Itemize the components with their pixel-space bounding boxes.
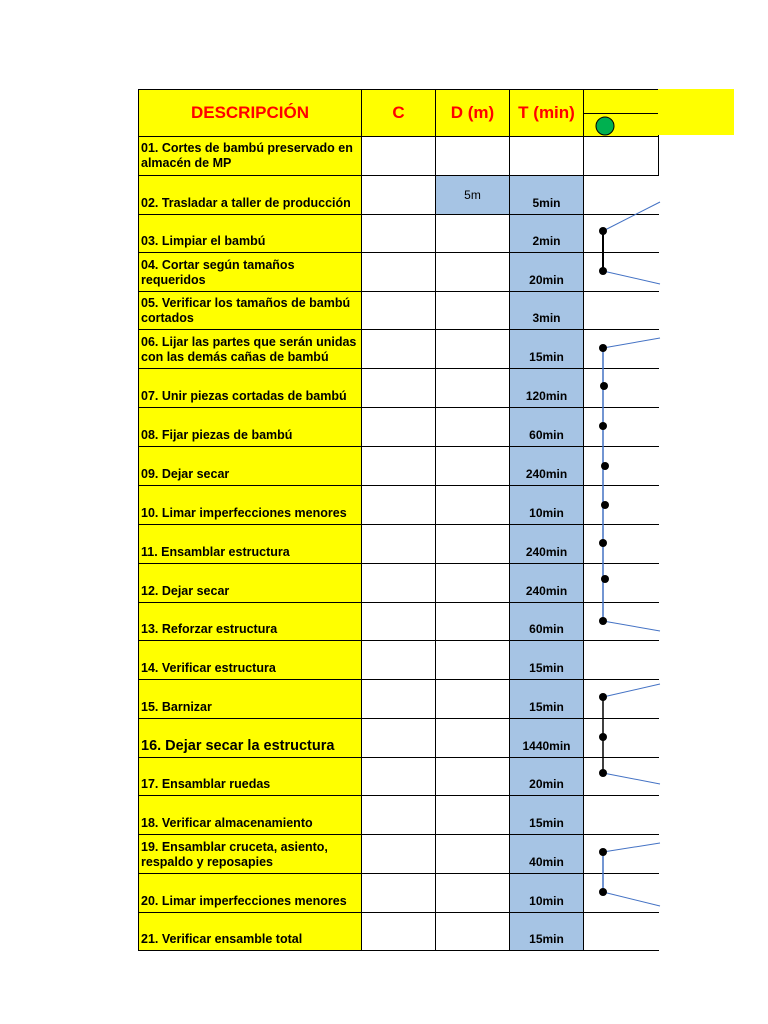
row-distance <box>435 291 510 330</box>
row-time: 2min <box>509 214 584 253</box>
row-time: 15min <box>509 912 584 951</box>
row-distance <box>435 718 510 758</box>
row-description: 15. Barnizar <box>138 679 362 719</box>
row-symbol-cell <box>583 912 659 951</box>
row-distance <box>435 407 510 447</box>
header-t: T (min) <box>509 89 584 137</box>
row-time: 60min <box>509 602 584 641</box>
header-symbol-top <box>583 89 659 114</box>
row-description: 08. Fijar piezas de bambú <box>138 407 362 447</box>
row-symbol-cell <box>583 795 659 835</box>
row-distance <box>435 602 510 641</box>
row-distance <box>435 912 510 951</box>
row-c-cell <box>361 602 436 641</box>
row-c-cell <box>361 485 436 525</box>
row-description: 07. Unir piezas cortadas de bambú <box>138 368 362 408</box>
row-symbol-cell <box>583 136 659 176</box>
row-distance: 5m <box>435 175 510 215</box>
row-description: 20. Limar imperfecciones menores <box>138 873 362 913</box>
row-description: 05. Verificar los tamaños de bambú cortados <box>138 291 362 330</box>
row-distance <box>435 524 510 564</box>
row-distance <box>435 252 510 292</box>
row-c-cell <box>361 563 436 603</box>
header-c: C <box>361 89 436 137</box>
row-c-cell <box>361 368 436 408</box>
row-symbol-cell <box>583 563 659 603</box>
row-c-cell <box>361 640 436 680</box>
row-description: 16. Dejar secar la estructura <box>138 718 362 758</box>
row-distance <box>435 563 510 603</box>
row-description: 09. Dejar secar <box>138 446 362 486</box>
row-time: 240min <box>509 524 584 564</box>
row-c-cell <box>361 291 436 330</box>
header-descripcion: DESCRIPCIÓN <box>138 89 362 137</box>
row-description: 06. Lijar las partes que serán unidas con las demás cañas de bambú <box>138 329 362 369</box>
row-distance <box>435 485 510 525</box>
row-c-cell <box>361 718 436 758</box>
row-time: 15min <box>509 640 584 680</box>
row-distance <box>435 679 510 719</box>
row-c-cell <box>361 912 436 951</box>
row-symbol-cell <box>583 873 659 913</box>
row-symbol-cell <box>583 485 659 525</box>
row-description: 18. Verificar almacenamiento <box>138 795 362 835</box>
row-symbol-cell <box>583 602 659 641</box>
row-symbol-cell <box>583 757 659 796</box>
row-description: 04. Cortar según tamaños requeridos <box>138 252 362 292</box>
row-description: 10. Limar imperfecciones menores <box>138 485 362 525</box>
row-symbol-cell <box>583 291 659 330</box>
row-symbol-cell <box>583 834 659 874</box>
row-description: 19. Ensamblar cruceta, asiento, respaldo y reposapies <box>138 834 362 874</box>
row-description: 14. Verificar estructura <box>138 640 362 680</box>
row-c-cell <box>361 407 436 447</box>
row-time <box>509 136 584 176</box>
row-symbol-cell <box>583 446 659 486</box>
row-time: 15min <box>509 679 584 719</box>
row-time: 10min <box>509 873 584 913</box>
row-distance <box>435 368 510 408</box>
row-time: 40min <box>509 834 584 874</box>
row-distance <box>435 834 510 874</box>
row-time: 3min <box>509 291 584 330</box>
row-symbol-cell <box>583 175 659 215</box>
row-c-cell <box>361 252 436 292</box>
row-distance <box>435 214 510 253</box>
row-c-cell <box>361 136 436 176</box>
row-c-cell <box>361 329 436 369</box>
row-distance <box>435 757 510 796</box>
row-description: 01. Cortes de bambú preservado en almacén de MP <box>138 136 362 176</box>
row-description: 12. Dejar secar <box>138 563 362 603</box>
row-time: 60min <box>509 407 584 447</box>
row-distance <box>435 640 510 680</box>
row-time: 120min <box>509 368 584 408</box>
row-time: 1440min <box>509 718 584 758</box>
row-description: 21. Verificar ensamble total <box>138 912 362 951</box>
row-c-cell <box>361 175 436 215</box>
row-time: 240min <box>509 446 584 486</box>
row-c-cell <box>361 834 436 874</box>
row-c-cell <box>361 757 436 796</box>
row-symbol-cell <box>583 407 659 447</box>
row-time: 20min <box>509 757 584 796</box>
header-symbol-bottom <box>583 113 659 137</box>
row-distance <box>435 446 510 486</box>
row-description: 17. Ensamblar ruedas <box>138 757 362 796</box>
row-distance <box>435 795 510 835</box>
row-symbol-cell <box>583 252 659 292</box>
row-description: 13. Reforzar estructura <box>138 602 362 641</box>
row-c-cell <box>361 214 436 253</box>
row-c-cell <box>361 446 436 486</box>
row-time: 240min <box>509 563 584 603</box>
row-symbol-cell <box>583 329 659 369</box>
row-distance <box>435 873 510 913</box>
row-description: 03. Limpiar el bambú <box>138 214 362 253</box>
row-c-cell <box>361 795 436 835</box>
row-time: 5min <box>509 175 584 215</box>
row-symbol-cell <box>583 214 659 253</box>
row-symbol-cell <box>583 679 659 719</box>
header-d: D (m) <box>435 89 510 137</box>
row-time: 15min <box>509 329 584 369</box>
row-description: 02. Trasladar a taller de producción <box>138 175 362 215</box>
row-c-cell <box>361 873 436 913</box>
row-symbol-cell <box>583 368 659 408</box>
header-extension <box>658 89 734 135</box>
row-symbol-cell <box>583 524 659 564</box>
row-distance <box>435 136 510 176</box>
row-c-cell <box>361 679 436 719</box>
row-time: 20min <box>509 252 584 292</box>
row-description: 11. Ensamblar estructura <box>138 524 362 564</box>
row-distance <box>435 329 510 369</box>
row-c-cell <box>361 524 436 564</box>
row-time: 15min <box>509 795 584 835</box>
row-symbol-cell <box>583 718 659 758</box>
row-time: 10min <box>509 485 584 525</box>
row-symbol-cell <box>583 640 659 680</box>
